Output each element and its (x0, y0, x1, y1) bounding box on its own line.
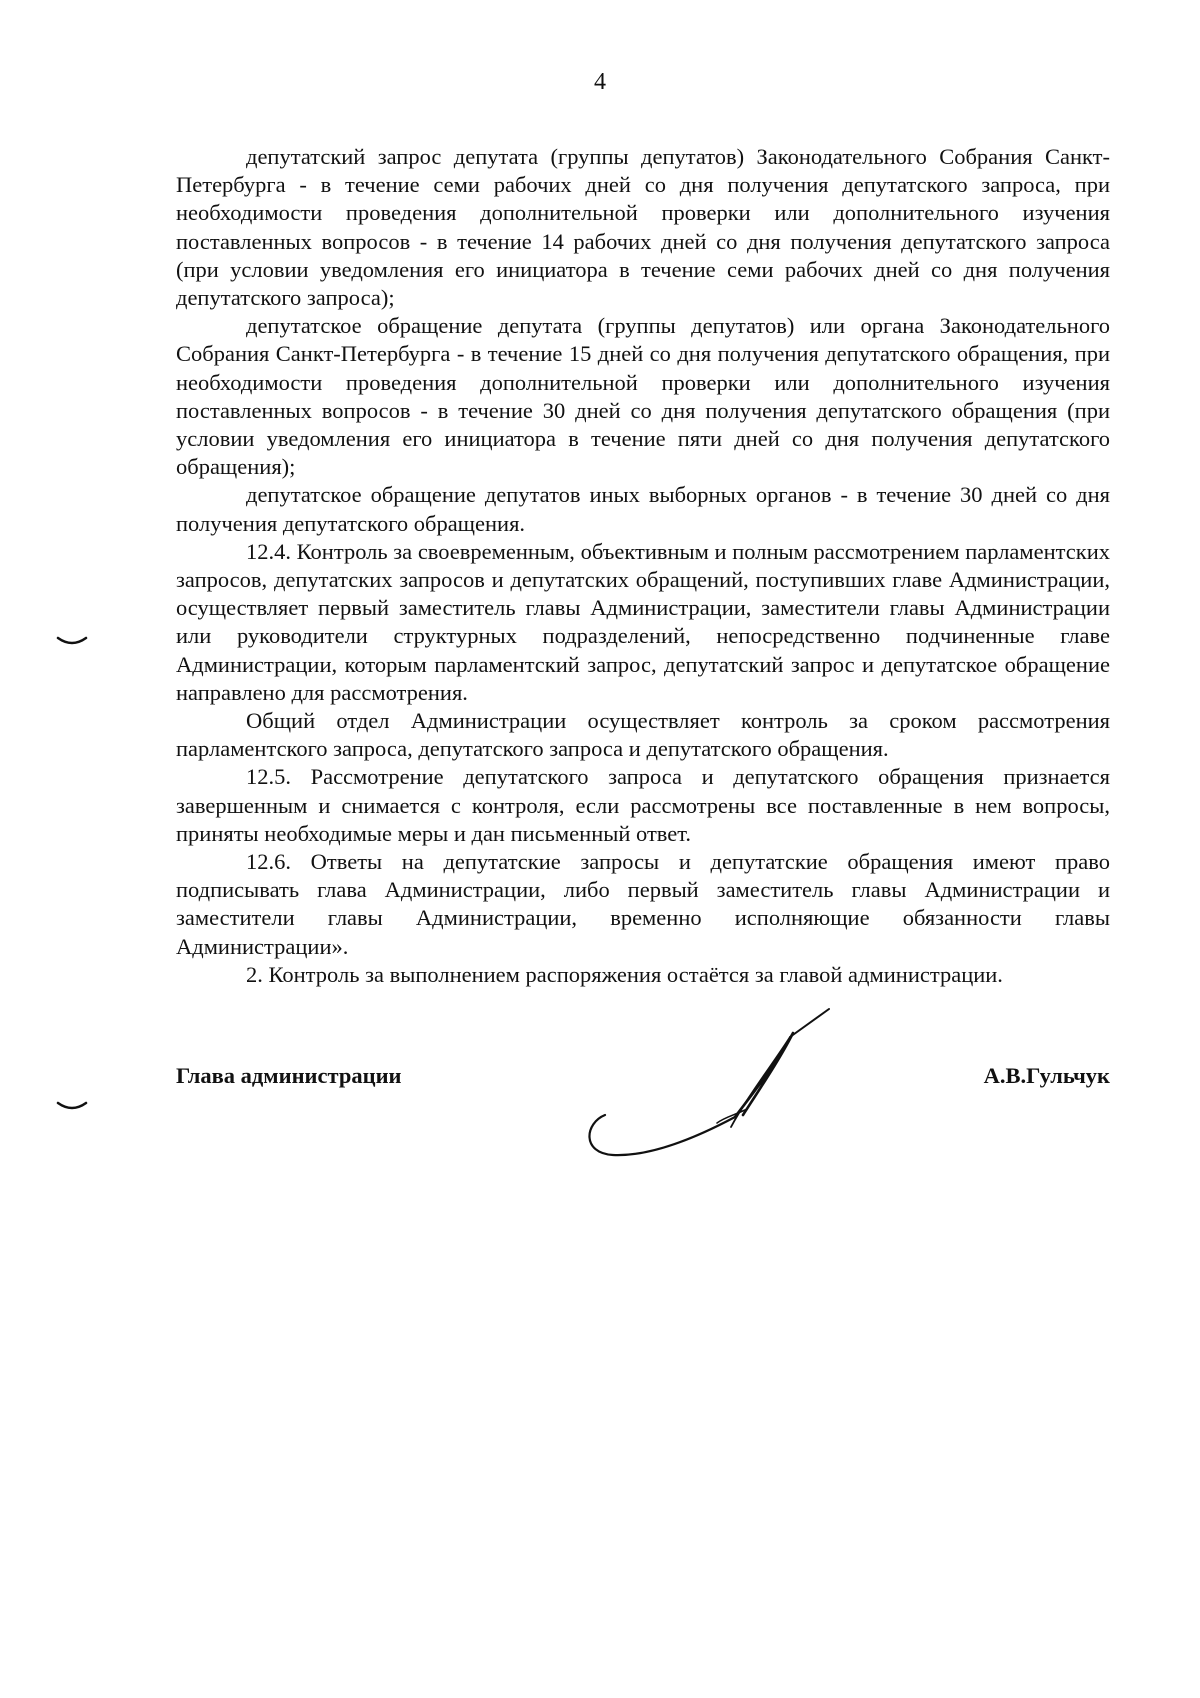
paragraph-other-bodies-appeal-term: депутатское обращение депутатов иных выборных органов - в течение 30 дней со дня получения депутатского обращения. (176, 482, 1110, 536)
paragraph-deputy-appeal-term: депутатское обращение депутата (группы депутатов) или органа Законодательного Собрания Санкт-Петербурга - в течение 15 дней со дня получения депутатского обращения, при необходимости проведения дополнительной проверки или дополнительного изучения поставленных вопросов - в течение 30 дней со дня получения депутатского обращения (при условии уведомления его инициатора в течение пяти дней со дня получения депутатского обращения); (176, 313, 1110, 480)
paragraph-12-5-completion: 12.5. Рассмотрение депутатского запроса и депутатского обращения признается завершенным и снимается с контроля, если рассмотрены все поставленные в нем вопросы, приняты необходимые меры и дан письменный ответ. (176, 764, 1110, 846)
paragraph-12-4-control: 12.4. Контроль за своевременным, объективным и полным рассмотрением парламентских запросов, депутатских запросов и депутатских обращений, поступивших главе Администрации, осуществляет первый заместитель главы Администрации, заместители главы Администрации или руководители структурных подразделений, непосредственно подчиненные главе Администрации, которым парламентский запрос, депутатский запрос и депутатское обращение направлено для рассмотрения. (176, 538, 1110, 705)
page-number: 4 (594, 69, 606, 95)
margin-punch-mark (56, 635, 88, 649)
paragraph-general-department-control: Общий отдел Администрации осуществляет контроль за сроком рассмотрения парламентского запроса, депутатского запроса и депутатского обращения. (176, 708, 1110, 762)
margin-punch-mark (56, 1100, 88, 1114)
paragraph-deputy-request-term: депутатский запрос депутата (группы депутатов) Законодательного Собрания Санкт-Петербурга - в течение семи рабочих дней со дня получения депутатского запроса, при необходимости проведения дополнительной проверки или дополнительного изучения поставленных вопросов - в течение 14 рабочих дней со дня получения депутатского запроса (при условии уведомления его инициатора в течение семи рабочих дней со дня получения депутатского запроса); (176, 144, 1110, 311)
signer-title: Глава администрации (176, 1063, 402, 1088)
document-body (176, 143, 1110, 989)
paragraph-2-execution-control: 2. Контроль за выполнением распоряжения остаётся за главой администрации. (246, 961, 1003, 987)
handwritten-signature (585, 1005, 845, 1175)
paragraph-12-6-signing: 12.6. Ответы на депутатские запросы и депутатские обращения имеют право подписывать глава Администрации, либо первый заместитель главы Администрации и заместители главы Администрации, временно исполняющие обязанности главы Администрации». (176, 849, 1110, 959)
signer-name: А.В.Гульчук (983, 1063, 1110, 1088)
